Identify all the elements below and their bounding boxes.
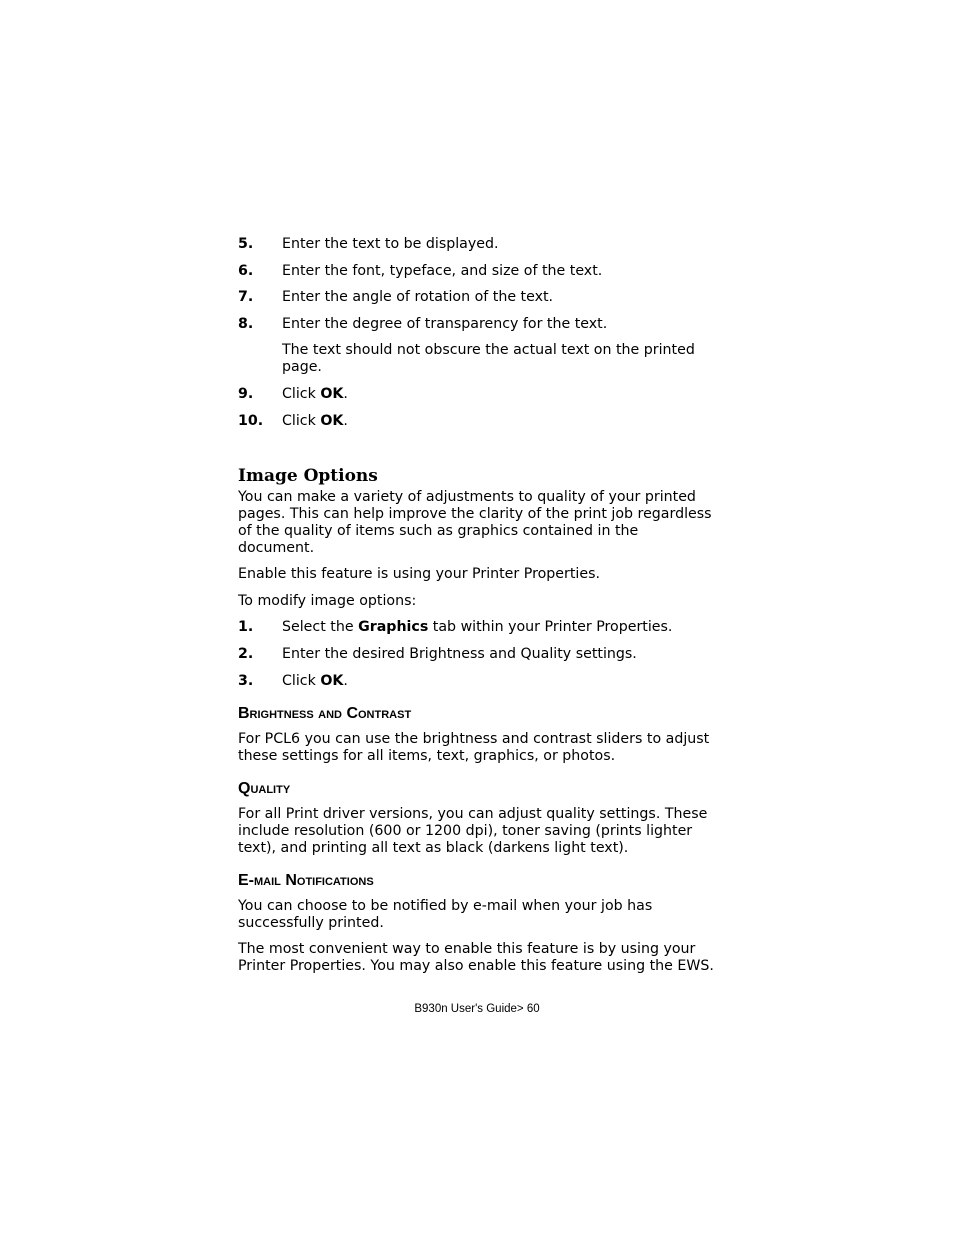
image-step-1 [238,619,718,636]
step-7 [238,289,718,306]
image-options-heading: Image Options [238,465,378,486]
email-heading: E-mail Notifications [238,871,374,889]
page-footer: B930n User's Guide> 60 [414,1003,540,1015]
step-text [282,673,718,690]
image-step-2 [238,646,718,663]
step-text: Enter the font, typeface, and size of the text. [282,262,603,279]
step-note: The text should not obscure the actual text on the printed page. [282,342,695,376]
image-options-paragraph: You can make a variety of adjustments to quality of your printed pages. This can help improve the clarity of the print job regardless of the quality of items such as graphics contained in the document. [238,488,712,556]
image-options-paragraph: To modify image options: [238,592,417,609]
brightness-paragraph: For PCL6 you can use the brightness and contrast sliders to adjust these settings for all items, text, graphics, or photos. [238,730,710,764]
step-9 [238,386,718,403]
step-number: 8. [238,315,254,332]
step-text-bold: OK [320,412,344,429]
step-text [282,646,718,663]
step-text: Enter the text to be displayed. [282,236,499,252]
quality-paragraph: For all Print driver versions, you can adjust quality settings. These include resolution (600 or 1200 dpi), toner saving (prints lighter text), and printing all text as black (darkens light text). [238,805,708,856]
step-number: 6. [238,262,254,279]
step-text [282,386,718,403]
step-text-bold: OK [320,385,344,402]
step-text-bold: Graphics [358,619,429,636]
step-text-pre: Click [282,412,321,429]
step-text [282,619,718,636]
step-text-post: . [343,412,348,429]
step-number: 7. [238,289,254,306]
step-number: 9. [238,385,254,402]
step-text-pre: Click [282,672,321,689]
image-step-3 [238,673,718,690]
email-paragraph: The most convenient way to enable this feature is by using your Printer Properties. You may also enable this feature using the EWS. [238,941,714,975]
email-paragraph: You can choose to be notified by e-mail when your job has successfully printed. [238,897,653,931]
step-10 [238,413,718,430]
step-8 [238,316,718,333]
step-6 [238,263,718,280]
step-number: 1. [238,619,254,636]
brightness-heading: Brightness and Contrast [238,704,412,722]
step-text-bold: OK [320,672,344,689]
image-options-paragraph: Enable this feature is using your Printer Properties. [238,566,600,583]
step-text-pre: Enter the desired Brightness and Quality settings. [282,645,637,662]
step-text-pre: Click [282,385,321,402]
step-number: 2. [238,645,254,662]
step-text-pre: Select the [282,619,359,636]
step-text-post: tab within your Printer Properties. [428,619,673,636]
step-text-post: . [343,672,348,689]
step-text [282,413,718,430]
step-5 [238,236,718,253]
step-text: Enter the angle of rotation of the text. [282,289,554,306]
step-number: 3. [238,672,254,689]
step-number: 5. [238,236,254,252]
quality-heading: Quality [238,779,291,797]
step-text: Enter the degree of transparency for the text. [282,315,608,332]
step-number: 10. [238,412,264,429]
step-text-post: . [343,385,348,402]
page-content [238,236,718,985]
